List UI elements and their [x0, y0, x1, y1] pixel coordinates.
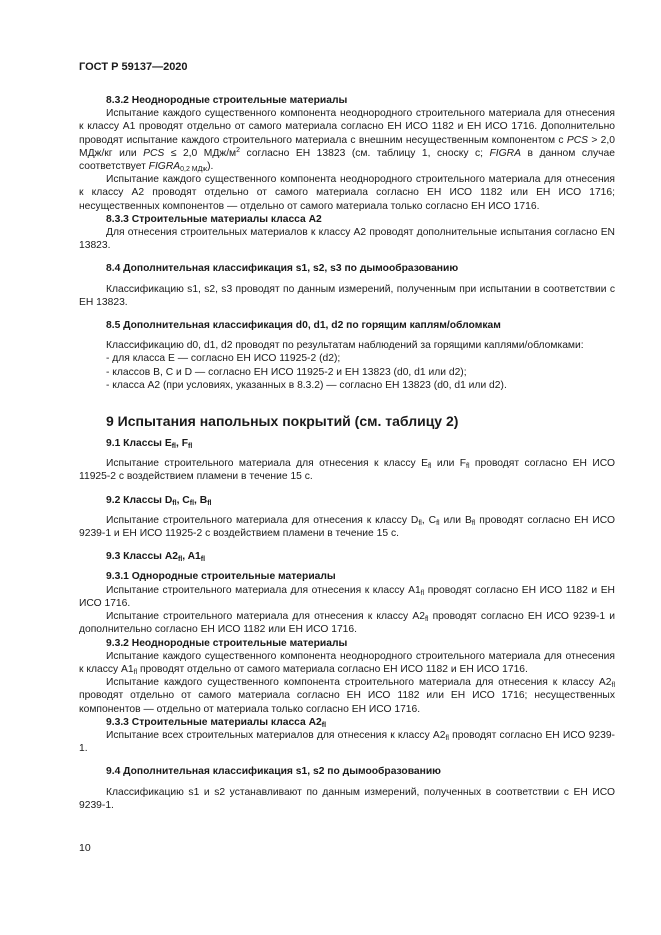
paragraph-9-3-2-2: Испытание каждого существенного компонента строительного материала для отнесения к классу $A2_{fl}$ проводят отдельно от самого материала согласно ЕН ИСО 1182 или ЕН ИСО 1716; несущественных компонентов — отдельно от материала только согласно ЕН ИСО 1716. — [79, 677, 615, 715]
paragraph-9-3-1-1: Испытание строительного материала для отнесения к классу $А1_{fl}$ проводят согласно ЕН ИСО 1182 и ЕН ИСО 1716. — [79, 584, 615, 609]
paragraph-9-1: Испытание строительного материала для отнесения к классу $Е_{fl}$ или $F_{fl}$ проводят согласно ЕН ИСО 11925-2 с воздействием пламени в течение 15 с. — [79, 458, 615, 483]
list-item: - класса А2 (при условиях, указанных в 8.3.2) — согласно ЕН 13823 (d0, d1 или d2). — [106, 379, 507, 391]
heading-9-2: 9.2 Классы $D_{fl}$, $C_{fl}$, $B_{fl}$ — [106, 494, 212, 507]
heading-8-5: 8.5 Дополнительная классификация d0, d1, d2 по горящим каплям/обломкам — [106, 320, 501, 332]
paragraph-9-4: Классификацию s1 и s2 устанавливают по данным измерений, полученных в соответствии с ЕН ИСО 9239-1. — [79, 786, 615, 811]
paragraph-8-3-2-1: Испытание каждого существенного компонента неоднородного строительного материала для отнесения к классу А1 проводят отдельно от самого материала согласно ЕН ИСО 1182 и ЕН ИСО 1716. Дополнительно проводят испытание каждого строительного материала с внешним несущественным компонентом с PCS > 2,0 МДж/кг или PCS ≤ 2,0 МДж/$м^2$ согласно ЕН 13823 (см. таблицу 1, сноску с; FIGRA в данном случае соответствует $FIGRA_{0,2 МДж}$). — [79, 108, 615, 174]
paragraph-8-3-3: Для отнесения строительных материалов к классу А2 проводят дополнительные испытания согласно EN 13823. — [79, 227, 615, 252]
heading-8-3-2: 8.3.2 Неоднородные строительные материалы — [106, 95, 348, 106]
heading-9-3: 9.3 Классы $A2_{fl}$, $A1_{fl}$ — [106, 551, 206, 564]
paragraph-8-4: Классификацию s1, s2, s3 проводят по данным измерений, полученным при испытании в соответствии с ЕН 13823. — [79, 283, 615, 308]
page-number: 10 — [79, 842, 91, 854]
heading-9-1: 9.1 Классы $Е_{fl}$, $F_{fl}$ — [106, 438, 193, 451]
document-body — [79, 94, 615, 812]
paragraph-9-3-3: Испытание всех строительных материалов для отнесения к классу $A2_{fl}$ проводят согласно ЕН ИСО 9239-1. — [79, 729, 615, 755]
heading-8-3-3: 8.3.3 Строительные материалы класса А2 — [106, 213, 322, 225]
heading-9-3-2: 9.3.2 Неоднородные строительные материалы — [106, 637, 348, 649]
list-item: - для класса Е — согласно ЕН ИСО 11925-2 (d2); — [106, 353, 341, 365]
heading-8-4: 8.4 Дополнительная классификация s1, s2, s3 по дымообразованию — [106, 263, 459, 275]
list-item: - классов В, С и D — согласно ЕН ИСО 11925-2 и ЕН 13823 (d0, d1 или d2); — [106, 366, 467, 378]
paragraph-8-5: Классификацию d0, d1, d2 проводят по результатам наблюдений за горящими каплями/обломками: — [106, 340, 584, 352]
paragraph-9-3-2-1: Испытание каждого существенного компонента неоднородного строительного материала для отнесения к классу $А1_{fl}$ проводят отдельно от самого материала согласно ЕН ИСО 1182 и ЕН ИСО 1716. — [79, 650, 615, 676]
heading-9-4: 9.4 Дополнительная классификация s1, s2 по дымообразованию — [106, 766, 441, 778]
heading-9-3-3: 9.3.3 Строительные материалы класса $А2_{fl}$ — [106, 716, 327, 729]
paragraph-8-3-2-2: Испытание каждого существенного компонента неоднородного строительного материала для отнесения к классу А2 проводят отдельно от самого материала согласно ЕН ИСО 1182 или ЕН ИСО 1716; несущественных компонентов — отдельно от самого материала только согласно ЕН ИСО 1716. — [79, 174, 615, 212]
heading-9-3-1: 9.3.1 Однородные строительные материалы — [106, 571, 336, 583]
heading-9: 9 Испытания напольных покрытий (см. таблицу 2) — [106, 413, 459, 430]
document-header: ГОСТ Р 59137—2020 — [79, 61, 188, 73]
paragraph-9-3-1-2: Испытание строительного материала для отнесения к классу $A2_{fl}$ проводят согласно ЕН ИСО 9239-1 и дополнительно согласно ЕН ИСО 1182 или ЕН ИСО 1716. — [79, 611, 615, 636]
paragraph-9-2: Испытание строительного материала для отнесения к классу $D_{fl}$, $C_{fl}$ или $B_{fl}$ проводят согласно ЕН ИСО 9239-1 и ЕН ИСО 11925-2 с воздействием пламени в течение 15 с. — [79, 514, 615, 540]
